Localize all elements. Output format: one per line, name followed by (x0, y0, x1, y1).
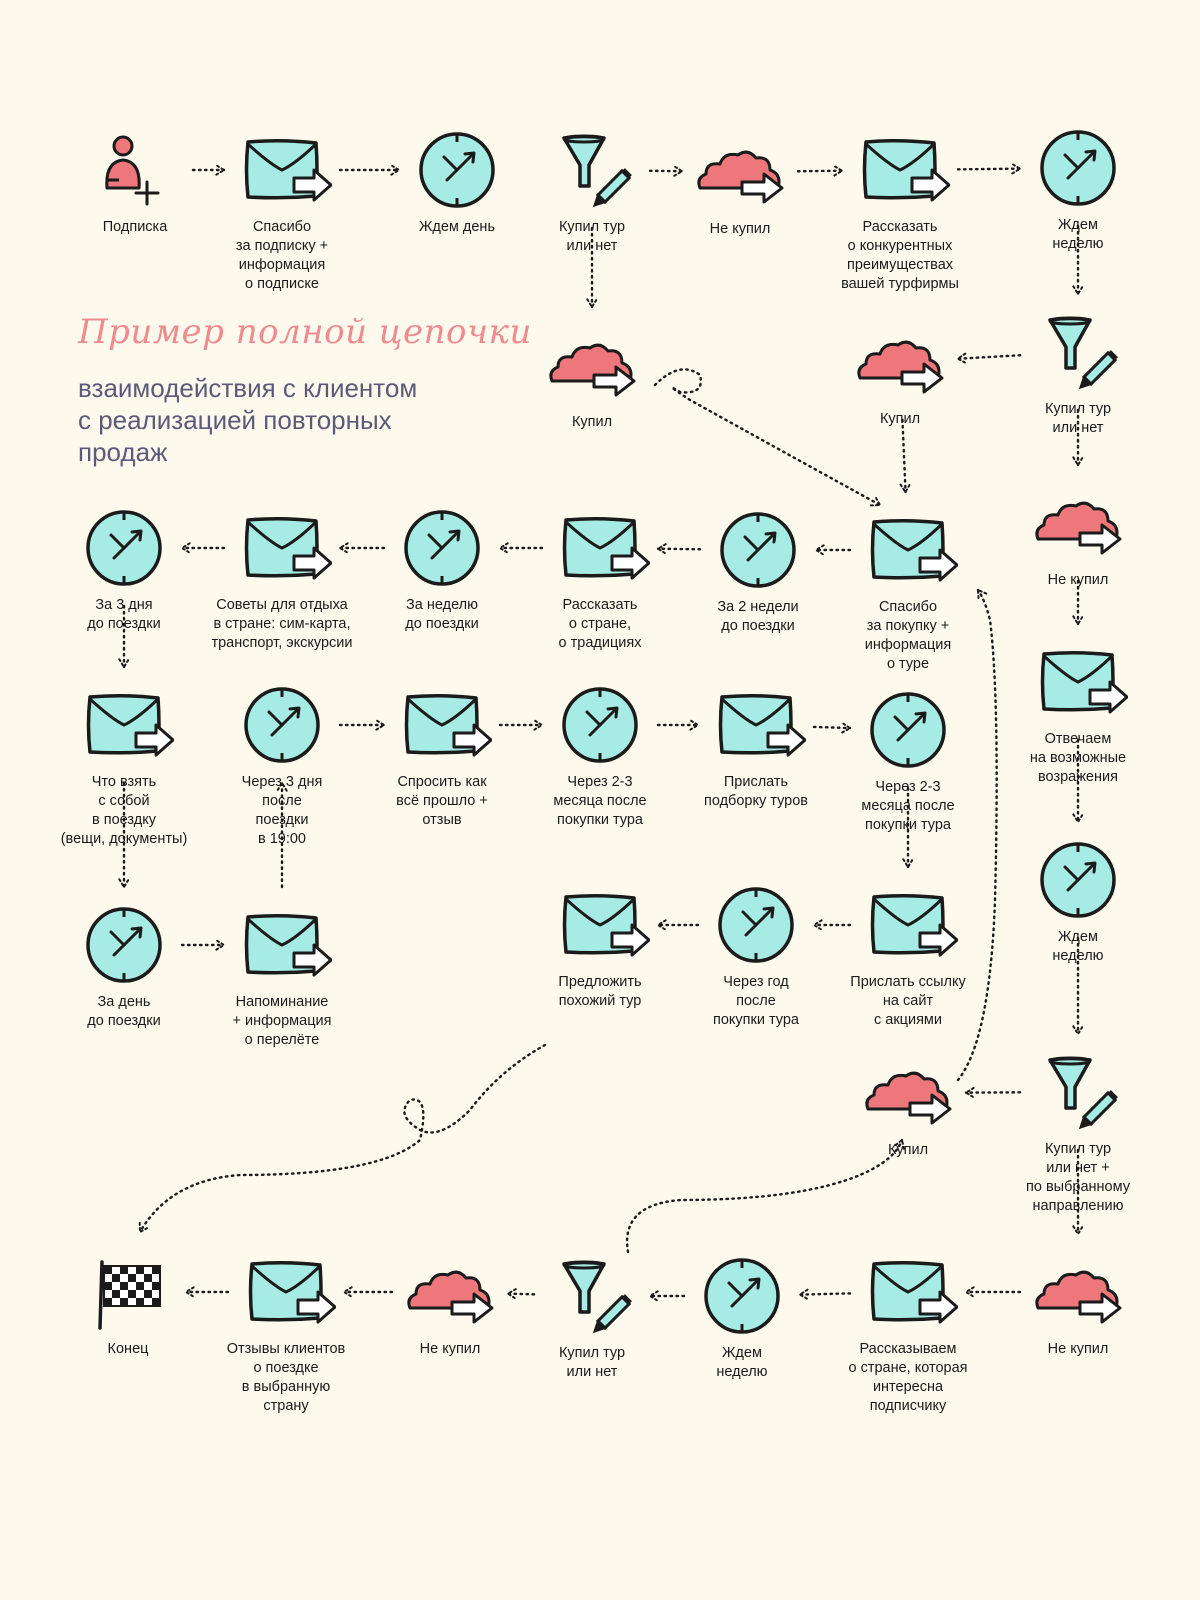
node-label: Рассказать о стране, о традициях (558, 597, 642, 651)
node-label: Купил (571, 414, 613, 430)
envelope-icon (74, 675, 174, 775)
checkered-flag-icon (78, 1242, 178, 1342)
node-label: Что взять с собой в поездку (вещи, документы) (60, 774, 188, 847)
funnel-icon (542, 1246, 642, 1346)
flow-node (815, 120, 985, 292)
node-label: Ждем неделю (1052, 929, 1104, 964)
envelope-icon (232, 120, 332, 220)
clock-icon (74, 895, 174, 995)
envelope-icon (232, 895, 332, 995)
clock-icon (392, 498, 492, 598)
flow-node (657, 1246, 827, 1406)
flow-node (357, 675, 527, 835)
cloud-icon (1028, 1242, 1128, 1342)
node-label: Советы для отдыха в стране: сим-карта, транспорт, экскурсии (211, 597, 353, 651)
flow-node (39, 675, 209, 847)
flow-node (515, 875, 685, 1035)
flow-node (197, 498, 367, 658)
flow-node (993, 473, 1163, 633)
node-label: Купил (887, 1142, 929, 1158)
clock-icon (74, 498, 174, 598)
clock-icon (706, 875, 806, 975)
person-plus-icon (85, 120, 185, 220)
envelope-icon (236, 1242, 336, 1342)
node-label: Купил тур или нет + по выбранному направлению (1026, 1141, 1130, 1214)
flow-node (507, 120, 677, 280)
node-label: Прислать ссылку на сайт с акциями (850, 974, 966, 1028)
node-label: Купил тур или нет (558, 1345, 626, 1380)
node-label: За неделю до поездки (405, 597, 479, 632)
node-label: Предложить похожий тур (558, 974, 642, 1009)
node-label: Не купил (709, 221, 771, 237)
diagram-subtitle: взаимодействия с клиентом с реализацией повторных продаж (78, 373, 418, 467)
flow-node (357, 498, 527, 658)
flow-node (823, 680, 993, 840)
flow-node (823, 1242, 993, 1414)
node-label: Купил (879, 411, 921, 427)
flow-node (815, 312, 985, 472)
envelope-icon (550, 875, 650, 975)
node-label: Не купил (1047, 572, 1109, 588)
cloud-icon (542, 315, 642, 415)
flow-node (993, 1242, 1163, 1402)
clock-icon (692, 1246, 792, 1346)
node-label: Спросить как всё прошло + отзыв (396, 774, 488, 828)
envelope-icon (858, 1242, 958, 1342)
flow-node (823, 500, 993, 672)
node-label: Купил тур или нет (1044, 401, 1112, 436)
clock-icon (1028, 830, 1128, 930)
node-label: Не купил (419, 1341, 481, 1357)
flow-node (43, 1242, 213, 1402)
diagram-title: Пример полной цепочки (78, 312, 532, 352)
funnel-icon (1028, 1042, 1128, 1142)
node-label: Напоминание + информация о перелёте (232, 994, 332, 1048)
flow-node (671, 675, 841, 835)
node-label: Через 3 дня после поездки в 19:00 (241, 774, 323, 847)
node-label: Подписка (102, 219, 168, 235)
node-label: Ждем неделю (1052, 217, 1104, 252)
node-label: Ждем день (419, 219, 495, 235)
node-label: Рассказать о конкурентных преимуществах вашей турфирмы (841, 219, 959, 292)
flow-node (197, 120, 367, 292)
envelope-icon (858, 875, 958, 975)
flow-node (507, 1246, 677, 1406)
flow-node (39, 498, 209, 658)
envelope-icon (550, 498, 650, 598)
clock-icon (858, 680, 958, 780)
node-label: Ждем неделю (716, 1345, 768, 1380)
flow-node (50, 120, 220, 280)
flow-node (993, 1042, 1163, 1214)
node-label: Рассказываем о стране, которая интересна подписчику (848, 1341, 968, 1414)
node-label: Спасибо за покупку + информация о туре (864, 599, 952, 672)
flow-node (655, 122, 825, 282)
node-label: Спасибо за подписку + информация о подписке (235, 219, 329, 292)
flow-node (673, 500, 843, 660)
node-label: Отзывы клиентов о поездке в выбранную страну (226, 1341, 346, 1414)
node-label: За день до поездки (87, 994, 161, 1029)
node-label: За 2 недели до поездки (717, 599, 799, 634)
node-label: Не купил (1047, 1341, 1109, 1357)
flow-node (993, 118, 1163, 278)
flow-node (197, 895, 367, 1055)
clock-icon (1028, 118, 1128, 218)
clock-icon (550, 675, 650, 775)
flow-node (823, 1043, 993, 1203)
node-label: Через 2-3 месяца после покупки тура (861, 779, 955, 833)
clock-icon (232, 675, 332, 775)
flow-node (39, 895, 209, 1055)
envelope-icon (706, 675, 806, 775)
flow-node (515, 498, 685, 658)
envelope-icon (392, 675, 492, 775)
flow-node (197, 675, 367, 847)
envelope-icon (1028, 632, 1128, 732)
flow-node (507, 315, 677, 475)
envelope-icon (858, 500, 958, 600)
cloud-icon (690, 122, 790, 222)
flow-node (201, 1242, 371, 1414)
cloud-icon (850, 312, 950, 412)
flow-node (993, 830, 1163, 990)
flow-node (823, 875, 993, 1035)
cloud-icon (400, 1242, 500, 1342)
flow-node (515, 675, 685, 835)
flow-node (671, 875, 841, 1035)
node-label: Отвечаем на возможные возражения (1029, 731, 1127, 785)
clock-icon (708, 500, 808, 600)
funnel-icon (542, 120, 642, 220)
cloud-icon (858, 1043, 958, 1143)
node-label: За 3 дня до поездки (87, 597, 161, 632)
edge-connector (140, 1045, 545, 1232)
clock-icon (407, 120, 507, 220)
node-label: Конец (107, 1341, 149, 1357)
cloud-icon (1028, 473, 1128, 573)
node-label: Через год после покупки тура (712, 974, 800, 1028)
node-label: Прислать подборку туров (704, 774, 808, 809)
node-label: Через 2-3 месяца после покупки тура (553, 774, 647, 828)
funnel-icon (1028, 302, 1128, 402)
envelope-icon (850, 120, 950, 220)
flow-node (993, 632, 1163, 792)
node-label: Купил тур или нет (558, 219, 626, 254)
envelope-icon (232, 498, 332, 598)
flow-node (993, 302, 1163, 462)
